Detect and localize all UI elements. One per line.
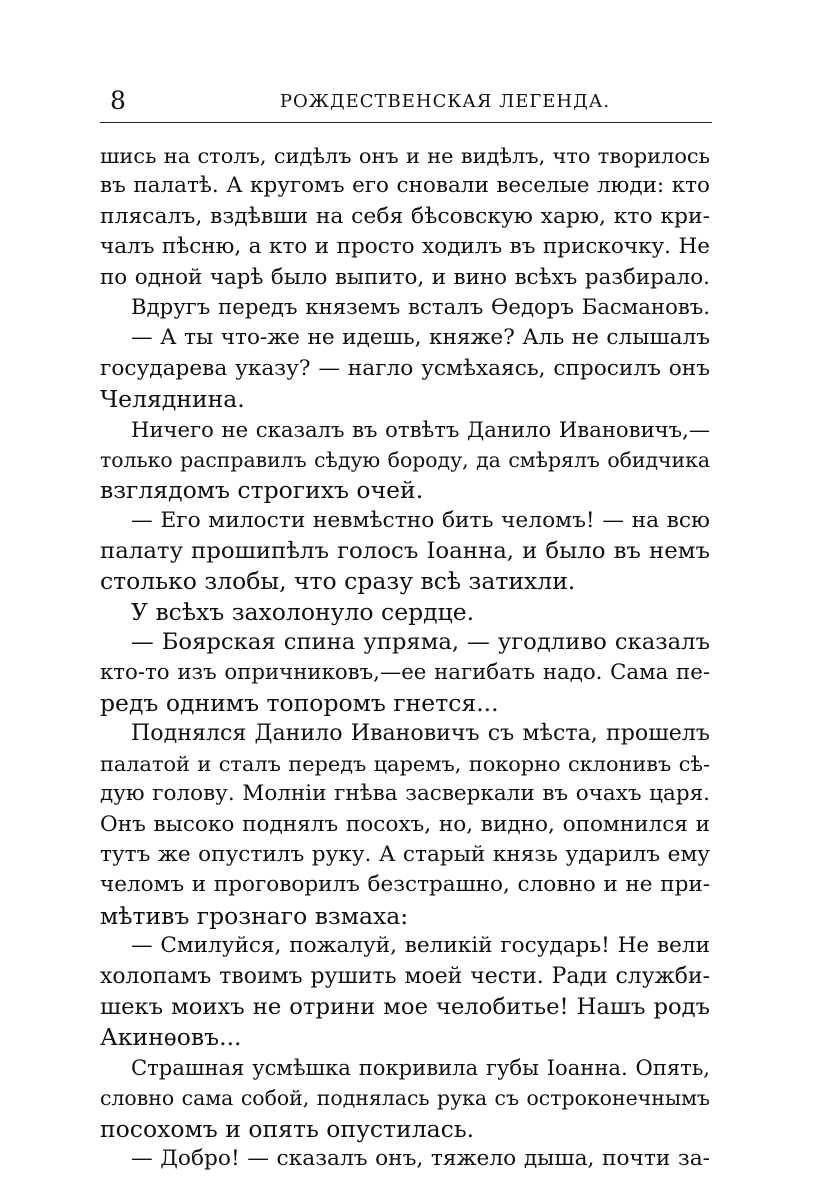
text-line: — Смилуйся, пожалуй, великій государь! Не вели: [131, 933, 710, 959]
text-line: — Добро! — сказалъ онъ, тяжело дыша, почти за-: [131, 1145, 710, 1171]
text-line: столько злобы, что сразу всѣ затихли.: [100, 567, 576, 596]
text-line: кто-то изъ опричниковъ,—ее нагибать надо. Сама пе-: [100, 659, 710, 685]
text-line: Онъ высоко поднялъ посохъ, но, видно, опомнился и: [100, 811, 710, 837]
running-head: [100, 86, 712, 116]
text-line: Акинѳовъ...: [100, 1023, 242, 1052]
text-line: палату прошипѣлъ голосъ Іоанна, и было въ немъ: [100, 538, 710, 565]
text-line: — Боярская спина упряма, — угодливо сказалъ: [131, 629, 710, 656]
text-line: только расправилъ сѣдую бороду, да смѣрялъ обидчика: [100, 447, 710, 472]
text-line: Челяднина.: [100, 385, 245, 414]
text-line: — Его милости невмѣстно бить челомъ! — на всю: [131, 507, 710, 533]
text-line: Страшная усмѣшка покривила губы Іоанна. Опять,: [131, 1054, 710, 1080]
running-title: РОЖДЕСТВЕНСКАЯ ЛЕГЕНДА.: [279, 91, 611, 112]
text-line: государева указу? — нагло усмѣхаясь, спросилъ онъ: [100, 355, 710, 381]
text-line: плясалъ, вздѣвши на себя бѣсовскую харю, кто кри-: [100, 203, 710, 229]
text-line: — А ты что-же не идешь, княже? Аль не слышалъ: [131, 325, 710, 351]
text-line: редъ однимъ топоромъ гнется...: [100, 689, 499, 718]
text-line: У всѣхъ захолонуло сердце.: [131, 597, 475, 626]
text-line: дую голову. Молніи гнѣва засверкали въ очахъ царя.: [100, 781, 710, 807]
text-line: посохомъ и опять опустилась.: [100, 1114, 475, 1143]
text-line: чалъ пѣсню, а кто и просто ходилъ въ прискочку. Не: [100, 234, 710, 260]
text-line: мѣтивъ грознаго взмаха:: [100, 901, 409, 930]
body-text: [100, 141, 710, 1174]
text-line: въ палатѣ. А кругомъ его сновали веселые люди: кто: [100, 173, 710, 199]
text-line: Вдругъ передъ княземъ всталъ Ѳедоръ Басмановъ.: [131, 294, 710, 320]
text-line: Ничего не сказалъ въ отвѣтъ Данило Ивановичъ,—: [131, 416, 710, 442]
page-number: 8: [110, 86, 126, 115]
header-rule: [100, 122, 712, 123]
text-line: по одной чарѣ было выпито, и вино всѣхъ разбирало.: [100, 264, 710, 290]
text-line: Поднялся Данило Ивановичъ съ мѣста, прошелъ: [131, 720, 710, 747]
text-line: взглядомъ строгихъ очей.: [100, 476, 424, 505]
text-line: палатой и сталъ передъ царемъ, покорно склонивъ сѣ-: [100, 751, 710, 776]
text-line: челомъ и проговорилъ безстрашно, словно и не при-: [100, 872, 710, 898]
text-line: словно сама собой, поднялась рука съ остроконечнымъ: [100, 1086, 710, 1111]
text-line: холопамъ твоимъ рушить моей чести. Ради служби-: [100, 963, 710, 989]
text-line: шись на столъ, сидѣлъ онъ и не видѣлъ, что творилось: [100, 144, 710, 168]
text-line: тутъ же опустилъ руку. А старый князь ударилъ ему: [100, 841, 710, 867]
text-line: шекъ моихъ не отрини мое челобитье! Нашъ родъ: [100, 993, 710, 1020]
